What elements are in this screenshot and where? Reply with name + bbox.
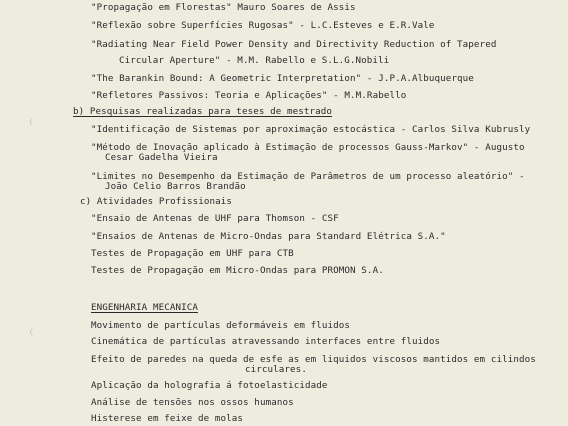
list-item: Movimento de partículas deformáveis em fluidos xyxy=(91,320,351,331)
list-item: "Radiating Near Field Power Density and Directivity Reduction of Tapered xyxy=(91,39,497,50)
list-item: "Identificação de Sistemas por aproximação estocástica - Carlos Silva Kubrusly xyxy=(91,124,531,135)
list-item: Análise de tensões nos ossos humanos xyxy=(91,397,294,408)
list-item: João Celio Barros Brandão xyxy=(105,181,246,192)
list-item: "Limites no Desempenho da Estimação de Parâmetros de um processo aleatório" - xyxy=(91,171,525,182)
list-item: Testes de Propagação em Micro-Ondas para PROMON S.A. xyxy=(91,265,384,276)
list-item: Efeito de paredes na queda de esfe as em liquidos viscosos mantidos em cilindos xyxy=(91,354,536,365)
list-item: Aplicação da holografia á fotoelasticidade xyxy=(91,380,328,391)
list-item: "Reflexão sobre Superfícies Rugosas" - L.C.Esteves e E.R.Vale xyxy=(91,20,435,31)
section-heading: b) Pesquisas realizadas para teses de mestrado xyxy=(73,106,333,117)
list-item: "The Barankin Bound: A Geometric Interpretation" - J.P.A.Albuquerque xyxy=(91,73,474,84)
list-item: "Método de Inovação aplicado à Estimação de processos Gauss-Markov" - Augusto xyxy=(91,142,525,153)
list-item: Circular Aperture" - M.M. Rabello e S.L.G.Nobili xyxy=(119,55,390,66)
margin-mark-top xyxy=(30,118,39,126)
list-item: Histerese em feixe de molas xyxy=(91,413,244,424)
list-item: "Ensaio de Antenas de UHF para Thomson - CSF xyxy=(91,213,339,224)
list-item: circulares. xyxy=(245,364,307,375)
list-item: Testes de Propagação em UHF para CTB xyxy=(91,248,294,259)
section-heading: c) Atividades Profissionais xyxy=(80,196,233,207)
margin-mark-bottom xyxy=(30,328,39,336)
list-item: "Refletores Passivos: Teoria e Aplicações" - M.M.Rabello xyxy=(91,90,407,101)
list-item: Cesar Gadelha Vieira xyxy=(105,152,218,163)
section-heading: ENGENHARIA MECANICA xyxy=(91,302,198,313)
list-item: Cinemática de partículas atravessando interfaces entre fluidos xyxy=(91,336,441,347)
list-item: "Propagação em Florestas" Mauro Soares de Assis xyxy=(91,2,356,13)
list-item: "Ensaios de Antenas de Micro-Ondas para Standard Elétrica S.A." xyxy=(91,231,446,242)
